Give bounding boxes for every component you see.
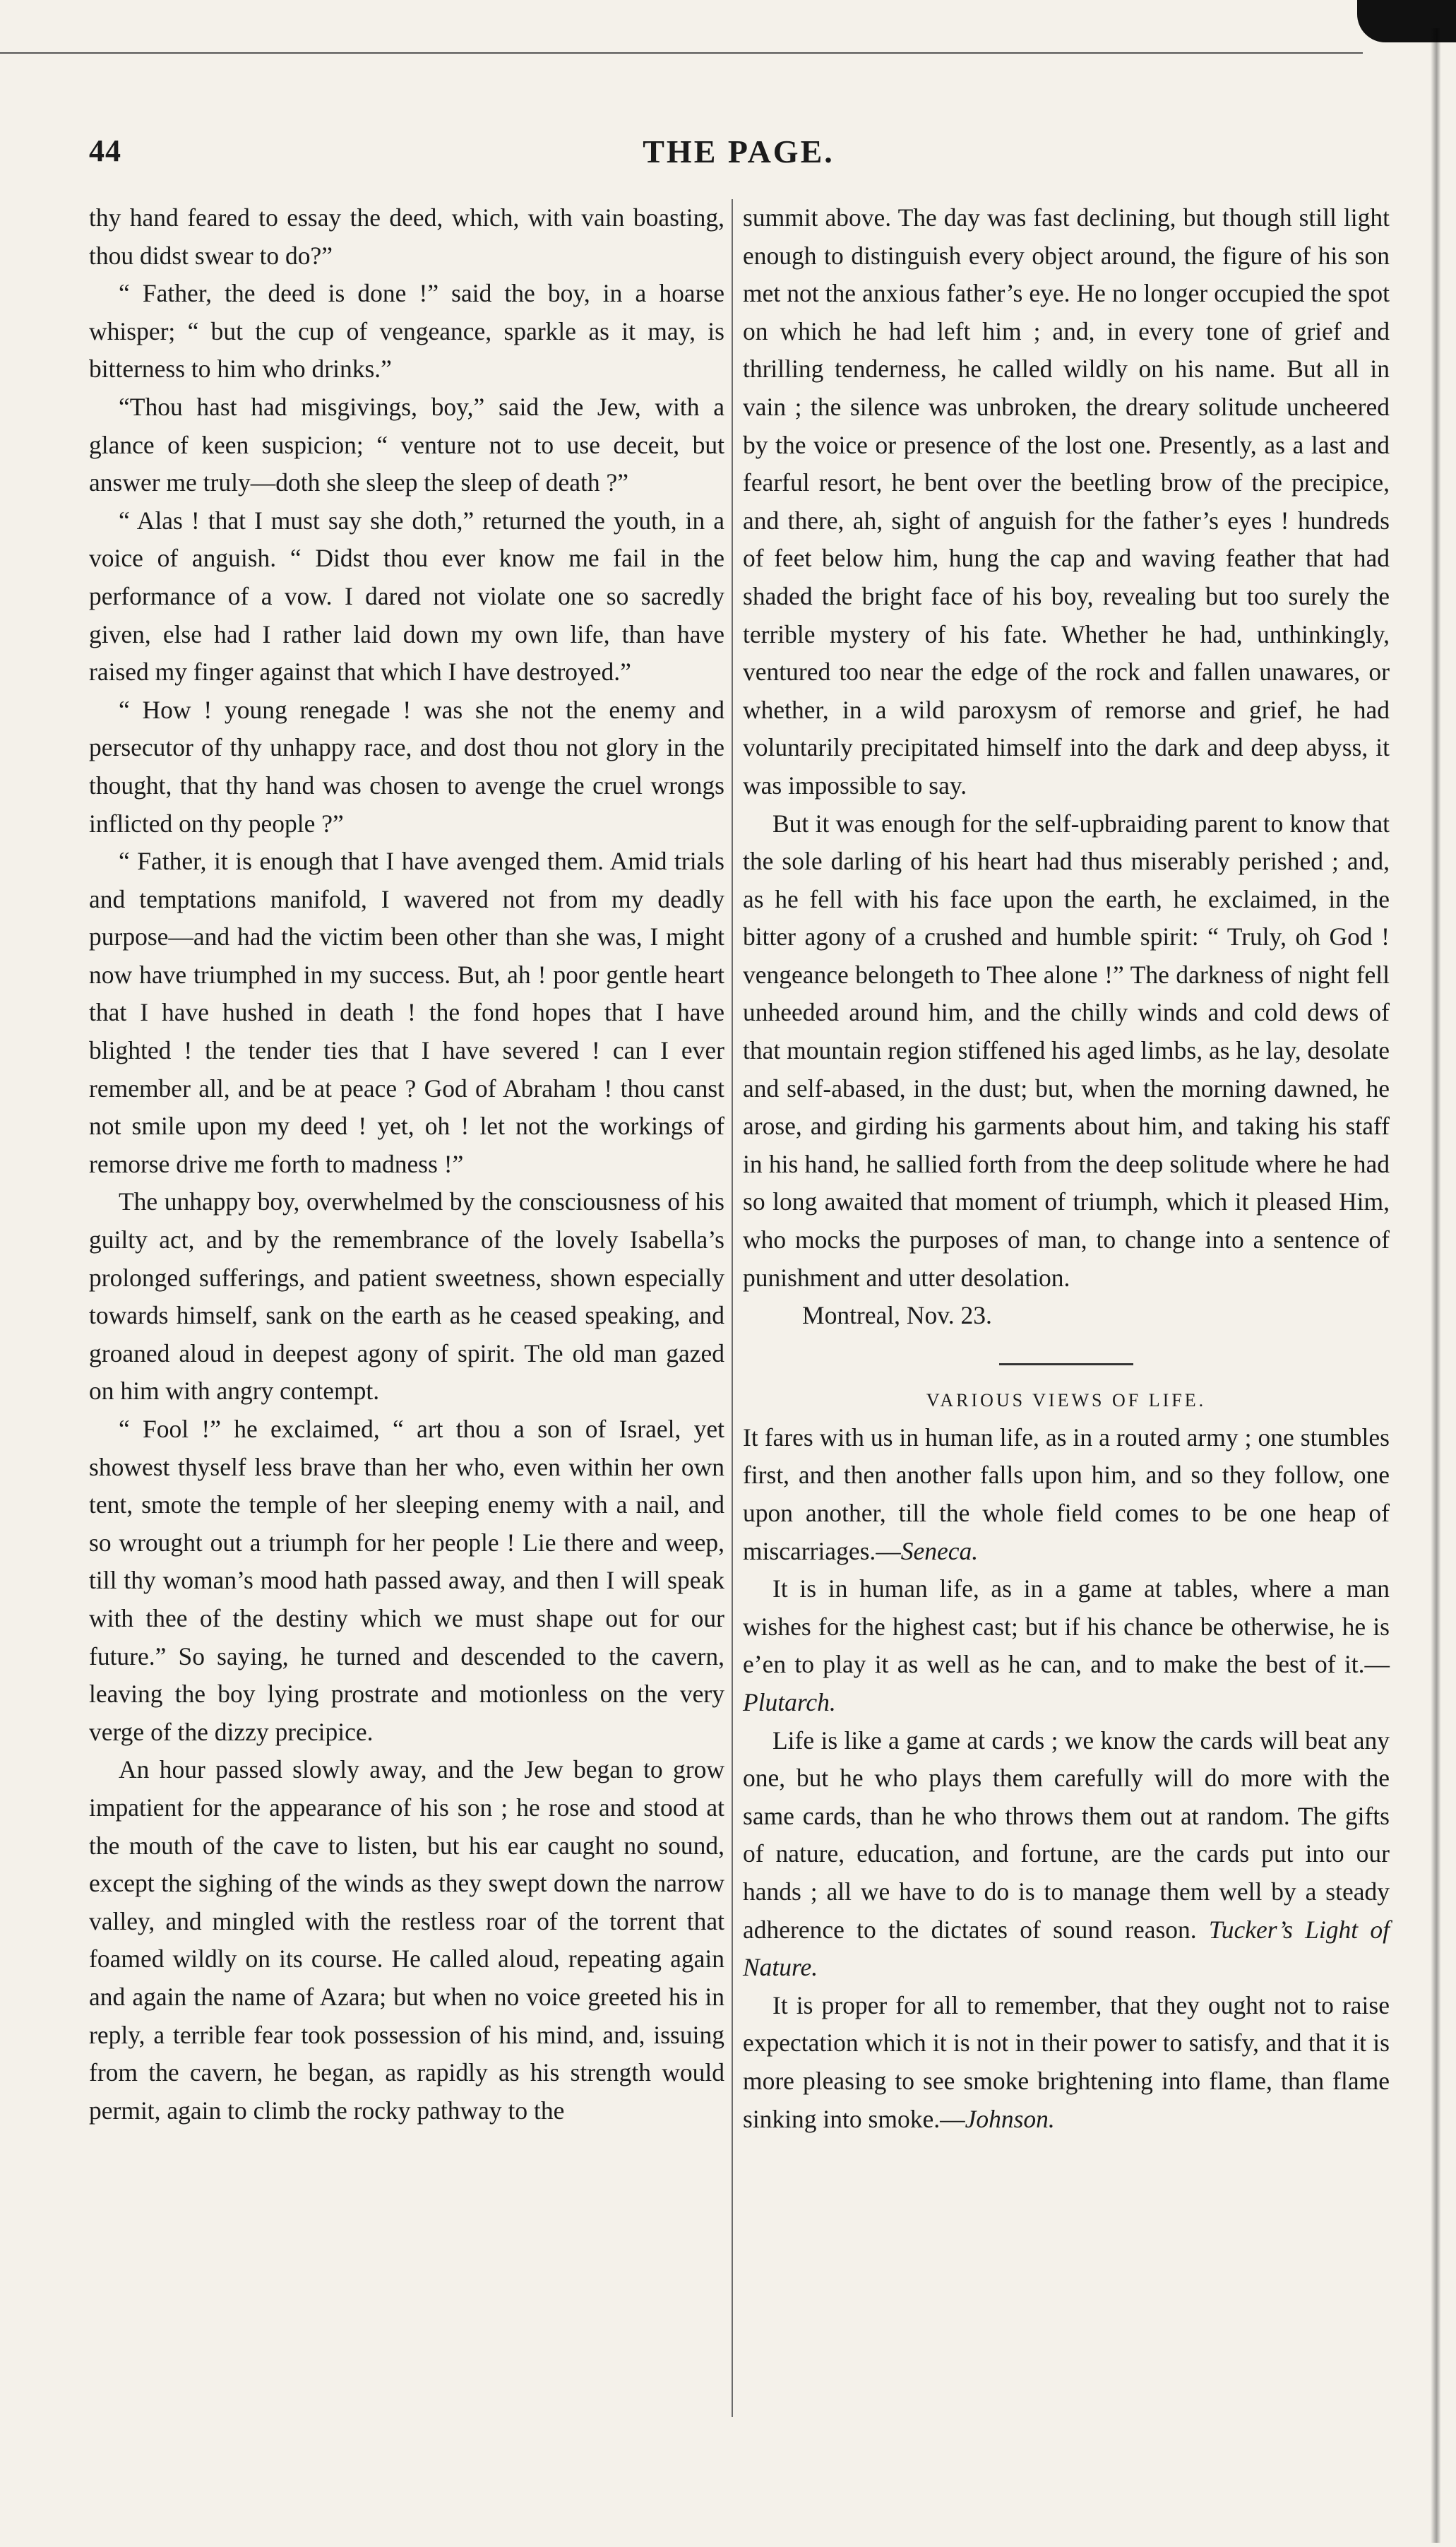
paragraph: An hour passed slowly away, and the Jew began to grow impatient for the appearance of his son ; he rose and stood at the mouth of the cave to listen, but his ear caught no sound, except the sighing of the winds as they swept down the narrow valley, and mingled with the restless roar of the torrent that foamed wildly on its course. He called aloud, repeating again and again the name of Azara; but when no voice greeted his in reply, a terrible fear took possession of his mind, and, issuing from the cavern, he began, as rapidly as his strength would permit, again to climb the rocky pathway to the [89, 1755, 724, 2125]
quote [743, 1570, 1390, 1721]
quote [743, 1722, 1390, 1987]
left-column [89, 199, 724, 2130]
paragraph: “ Father, it is enough that I have avenged them. Amid trials and temptations manifold, I wavered not from my deadly purpose—and had the victim been other than she was, I might now have triumphed in my success. But, ah ! poor gentle heart that I have hushed in death ! the fond hopes that I have blighted ! the tender ties that I have severed ! can I ever remember all, and be at peace ? God of Abraham ! thou canst not smile upon my deed ! yet, oh ! let not the workings of remorse drive me forth to madness !” [89, 847, 724, 1178]
paragraph: thy hand feared to essay the deed, which, with vain boasting, thou didst swear to do?” [89, 203, 724, 270]
paragraph: “ How ! young renegade ! was she not the enemy and persecutor of thy unhappy race, and dost thou not glory in the thought, that thy hand was chosen to avenge the cruel wrongs inflicted on thy people ?” [89, 695, 724, 838]
ink-blot-mark [1357, 0, 1456, 42]
section-separator [999, 1363, 1133, 1365]
section-heading: VARIOUS VIEWS OF LIFE. [926, 1389, 1207, 1411]
paragraph: “Thou hast had misgivings, boy,” said the Jew, with a glance of keen suspicion; “ venture not to use deceit, but answer me truly—doth she sleep the sleep of death ?” [89, 392, 724, 497]
quote-source: Plutarch. [743, 1687, 836, 1716]
quote-source: Johnson. [965, 2104, 1055, 2133]
paragraph: The unhappy boy, overwhelmed by the consciousness of his guilty act, and by the remembrance of the lovely Isabella’s prolonged sufferings, and patient sweetness, shown especially towards himself, sank on the earth as he ceased speaking, and groaned aloud in deepest agony of spirit. The old man gazed on him with angry contempt. [89, 1187, 724, 1406]
paragraph: summit above. The day was fast declining, but though still light enough to distinguish every object around, the figure of his son met not the anxious father’s eye. He no longer occupied the spot on which he had left him ; and, in every tone of grief and thrilling tenderness, he called wildly on his name. But all in vain ; the silence was unbroken, the dreary solitude uncheered by the voice or presence of the lost one. Presently, as a last and fearful resort, he bent over the beetling brow of the precipice, and there, ah, sight of anguish for the father’s eyes ! hundreds of feet below him, hung the cap and waving feather that had shaded the bright face of his boy, revealing but too surely the terrible mystery of his fate. Whether he had, unthinkingly, ventured too near the edge of the rock and fallen unawares, or whether, in a wild paroxysm of remorse and grief, he had voluntarily precipitated himself into the dark and deep abyss, it was impossible to say. [743, 203, 1390, 800]
quote-source: Seneca. [900, 1536, 979, 1565]
quote-text: Life is like a game at cards ; we know the cards will beat any one, but he who plays them carefully will do more with the same cards, than he who throws them out at random. The gifts of nature, education, and fortune, are the cards put into our hands ; all we have to do is to manage them well by a steady adherence to the dictates of sound reason. [743, 1726, 1390, 1944]
running-title: THE PAGE. [643, 133, 835, 170]
page-edge-shadow [1431, 28, 1440, 2543]
page-number: 44 [89, 133, 121, 168]
paragraph: “ Fool !” he exclaimed, “ art thou a son of Israel, yet showest thyself less brave than her who, even within her own tent, smote the temple of her sleeping enemy with a nail, and so wrought out a triumph for her people ! Lie there and weep, till thy woman’s mood hath passed away, and then I will speak with thee of the destiny which we must shape out for our future.” So saying, he turned and descended to the cavern, leaving the boy lying prostrate and motionless on the very verge of the dizzy precipice. [89, 1415, 724, 1746]
quote-text: It is proper for all to remember, that they ought not to raise expectation which it is not in their power to satisfy, and that it is more pleasing to see smoke brightening into flame, than flame sinking into smoke.— [743, 1990, 1390, 2133]
paragraph: “ Father, the deed is done !” said the boy, in a hoarse whisper; “ but the cup of vengeance, sparkle as it may, is bitterness to him who drinks.” [89, 279, 724, 384]
column-divider [732, 199, 733, 2417]
signoff-dateline: Montreal, Nov. 23. [802, 1301, 992, 1330]
paragraph: But it was enough for the self-upbraiding parent to know that the sole darling of his heart had thus miserably perished ; and, as he fell with his face upon the earth, he exclaimed, in the bitter agony of a crushed and humble spirit: “ Truly, oh God ! vengeance belongeth to Thee alone !” The darkness of night fell unheeded around him, and the chilly winds and cold dews of that mountain region stiffened his aged limbs, as he lay, desolate and self-abased, in the dust; but, when the morning dawned, he arose, and girding his garments about him, and taking his staff in his hand, he sallied forth from the deep solitude where he had so long awaited that moment of triumph, which it pleased Him, who mocks the purposes of man, to change into a sentence of punishment and utter desolation. [743, 809, 1390, 1292]
quote [743, 1419, 1390, 1570]
quote [743, 1987, 1390, 2138]
scan-edge-rule [0, 52, 1363, 54]
quote-source: Tucker’s Light of Nature. [743, 1915, 1390, 1982]
right-column [743, 199, 1390, 2138]
quote-text: It fares with us in human life, as in a routed army ; one stumbles first, and then another falls upon him, and so they follow, one upon another, till the whole field comes to be one heap of miscarriages.— [743, 1423, 1390, 1565]
paragraph: “ Alas ! that I must say she doth,” returned the youth, in a voice of anguish. “ Didst thou ever know me fail in the performance of a vow. I dared not violate one so sacredly given, else had I rather laid down my own life, than have raised my finger against that which I have destroyed.” [89, 506, 724, 687]
quote-text: It is in human life, as in a game at tables, where a man wishes for the highest cast; but if his chance be otherwise, he is e’en to play it as well as he can, and to make the best of it.— [743, 1574, 1390, 1679]
page-header [89, 133, 1388, 182]
